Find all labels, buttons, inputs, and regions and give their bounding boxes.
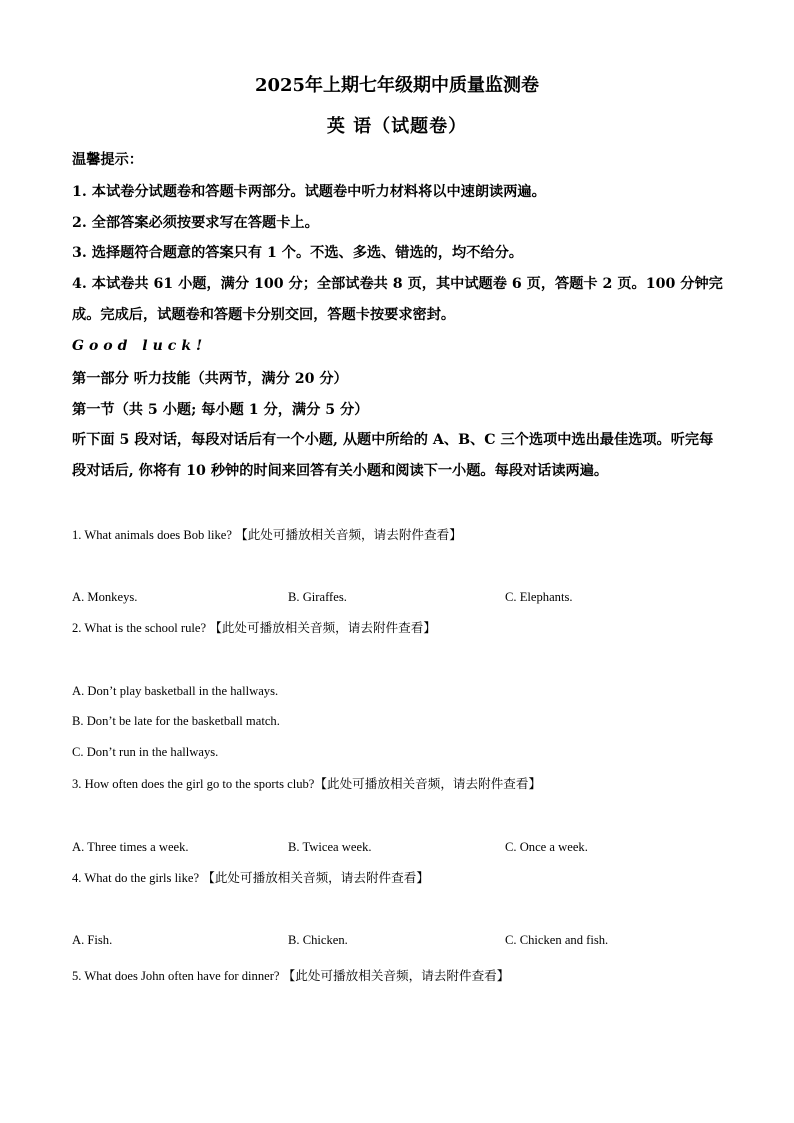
audio-note: 【此处可播放相关音频，请去附件查看】 (235, 527, 462, 542)
q3-option-b[interactable]: B. Twicea week. (288, 840, 372, 854)
question-1 (72, 526, 462, 544)
q4-option-a[interactable]: A. Fish. (72, 933, 113, 947)
exam-title: 2025年上期七年级期中质量监测卷 (254, 75, 540, 96)
question-stem: 1. What animals does Bob like? (72, 528, 236, 542)
question-stem: 3. How often does the girl go to the sports club? (72, 777, 315, 791)
audio-note: 【此处可播放相关音频，请去附件查看】 (314, 776, 542, 791)
audio-note: 【此处可播放相关音频，请去附件查看】 (209, 620, 436, 635)
part1-heading: 第一部分 听力技能（共两节，满分 20 分） (72, 371, 348, 387)
audio-note: 【此处可播放相关音频，请去附件查看】 (282, 968, 510, 983)
q2-option-b[interactable]: B. Don’t be late for the basketball match. (72, 714, 280, 728)
exam-subtitle: 英 语（试题卷） (326, 116, 468, 137)
audio-note: 【此处可播放相关音频，请去附件查看】 (202, 870, 429, 885)
notice-item-4: 4. 本试卷共 61 小题，满分 100 分；全部试卷共 8 页，其中试题卷 6 页，答题卡 2 页。100 分钟完成。完成后，试题卷和答题卡分别交回，答题卡按要求密封。 (72, 276, 723, 323)
question-4 (72, 869, 429, 887)
q3-option-c[interactable]: C. Once a week. (505, 840, 588, 854)
question-stem: 4. What do the girls like? (72, 871, 203, 885)
q1-option-a[interactable]: A. Monkeys. (72, 590, 138, 604)
q2-option-c[interactable]: C. Don’t run in the hallways. (72, 745, 219, 759)
q4-option-c[interactable]: C. Chicken and fish. (505, 933, 609, 947)
question-3 (72, 775, 541, 793)
good-luck-text: Good luck! (72, 338, 208, 354)
question-5 (72, 967, 509, 985)
q3-option-a[interactable]: A. Three times a week. (72, 840, 189, 854)
notice-item-1: 1. 本试卷分试题卷和答题卡两部分。试题卷中听力材料将以中速朗读两遍。 (72, 184, 546, 200)
q2-option-a[interactable]: A. Don’t play basketball in the hallways. (72, 684, 279, 698)
question-stem: 2. What is the school rule? (72, 621, 210, 635)
notice-heading: 温馨提示： (72, 152, 143, 168)
q4-option-b[interactable]: B. Chicken. (288, 933, 348, 947)
section1-heading: 第一节（共 5 小题; 每小题 1 分，满分 5 分） (72, 402, 369, 418)
q1-option-b[interactable]: B. Giraffes. (288, 590, 347, 604)
section1-instructions: 听下面 5 段对话，每段对话后有一个小题, 从题中所给的 A、B、C 三个选项中选出最佳选项。听完每段对话后, 你将有 10 秒钟的时间来回答有关小题和阅读下一小题。每段对话读两遍。 (72, 432, 714, 479)
question-stem: 5. What does John often have for dinner? (72, 969, 283, 983)
q1-option-c[interactable]: C. Elephants. (505, 590, 573, 604)
question-2 (72, 619, 436, 637)
notice-item-2: 2. 全部答案必须按要求写在答题卡上。 (72, 215, 319, 231)
notice-item-3: 3. 选择题符合题意的答案只有 1 个。不选、多选、错选的，均不给分。 (72, 245, 523, 261)
